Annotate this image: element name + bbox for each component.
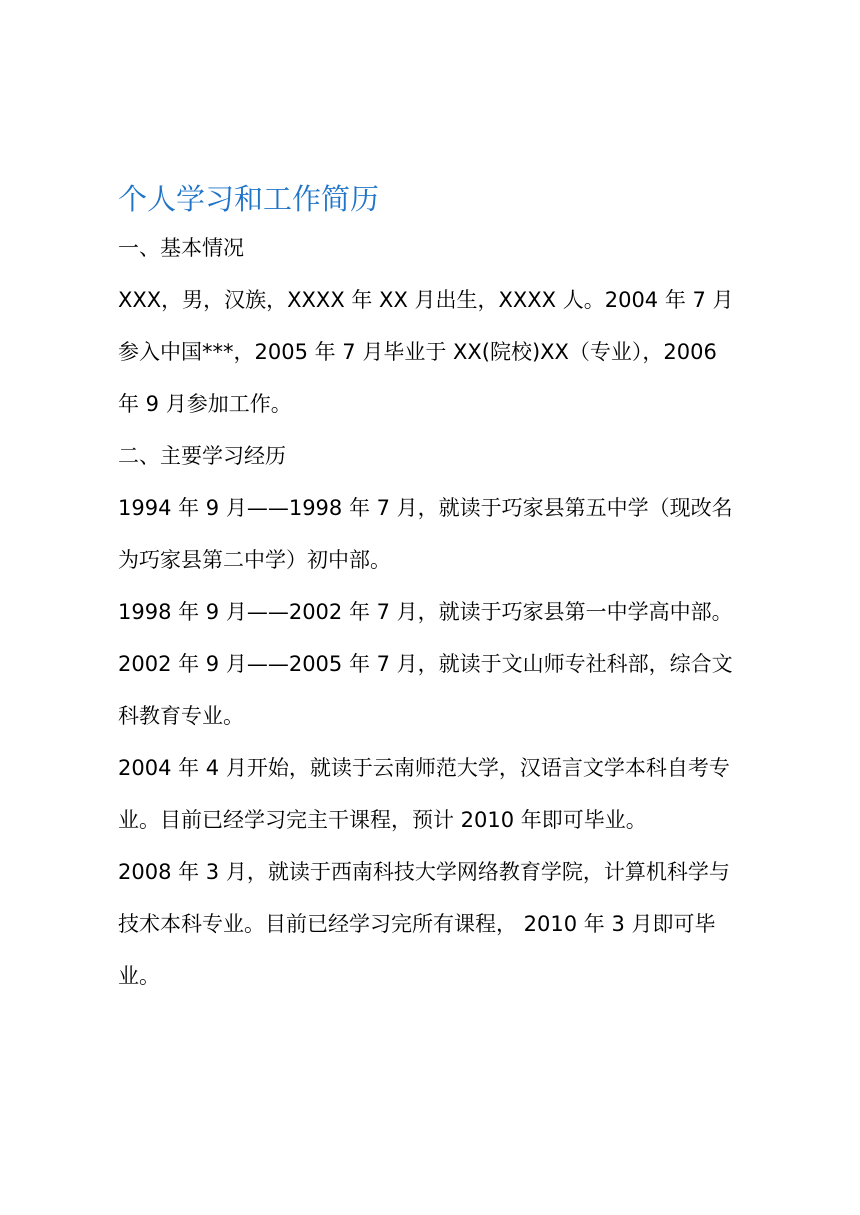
education-entry-2004: 2004 年 4 月开始，就读于云南师范大学，汉语言文学本科自考专业。目前已经学习完主干课程，预计 2010 年即可毕业。 bbox=[118, 756, 730, 832]
education-entry-2008: 2008 年 3 月，就读于西南科技大学网络教育学院，计算机科学与技术本科专业。目前已经学习完所有课程， 2010 年 3 月即可毕业。 bbox=[118, 860, 730, 988]
section-heading-basic-info: 一、基本情况 bbox=[118, 236, 244, 260]
document-title: 个人学习和工作简历 bbox=[118, 182, 380, 216]
education-entry-2002: 2002 年 9 月——2005 年 7 月，就读于文山师专社科部，综合文科教育专业。 bbox=[118, 652, 733, 728]
section-heading-education: 二、主要学习经历 bbox=[118, 444, 286, 468]
basic-info-paragraph: XXX，男，汉族，XXXX 年 XX 月出生，XXXX 人。2004 年 7 月参入中国***，2005 年 7 月毕业于 XX(院校)XX（专业），2006 年 9 月参加工作。 bbox=[118, 288, 734, 416]
education-entry-1994: 1994 年 9 月——1998 年 7 月，就读于巧家县第五中学（现改名为巧家县第二中学）初中部。 bbox=[118, 496, 733, 572]
document-body bbox=[118, 176, 740, 1010]
education-entry-1998: 1998 年 9 月——2002 年 7 月，就读于巧家县第一中学高中部。 bbox=[118, 600, 733, 624]
